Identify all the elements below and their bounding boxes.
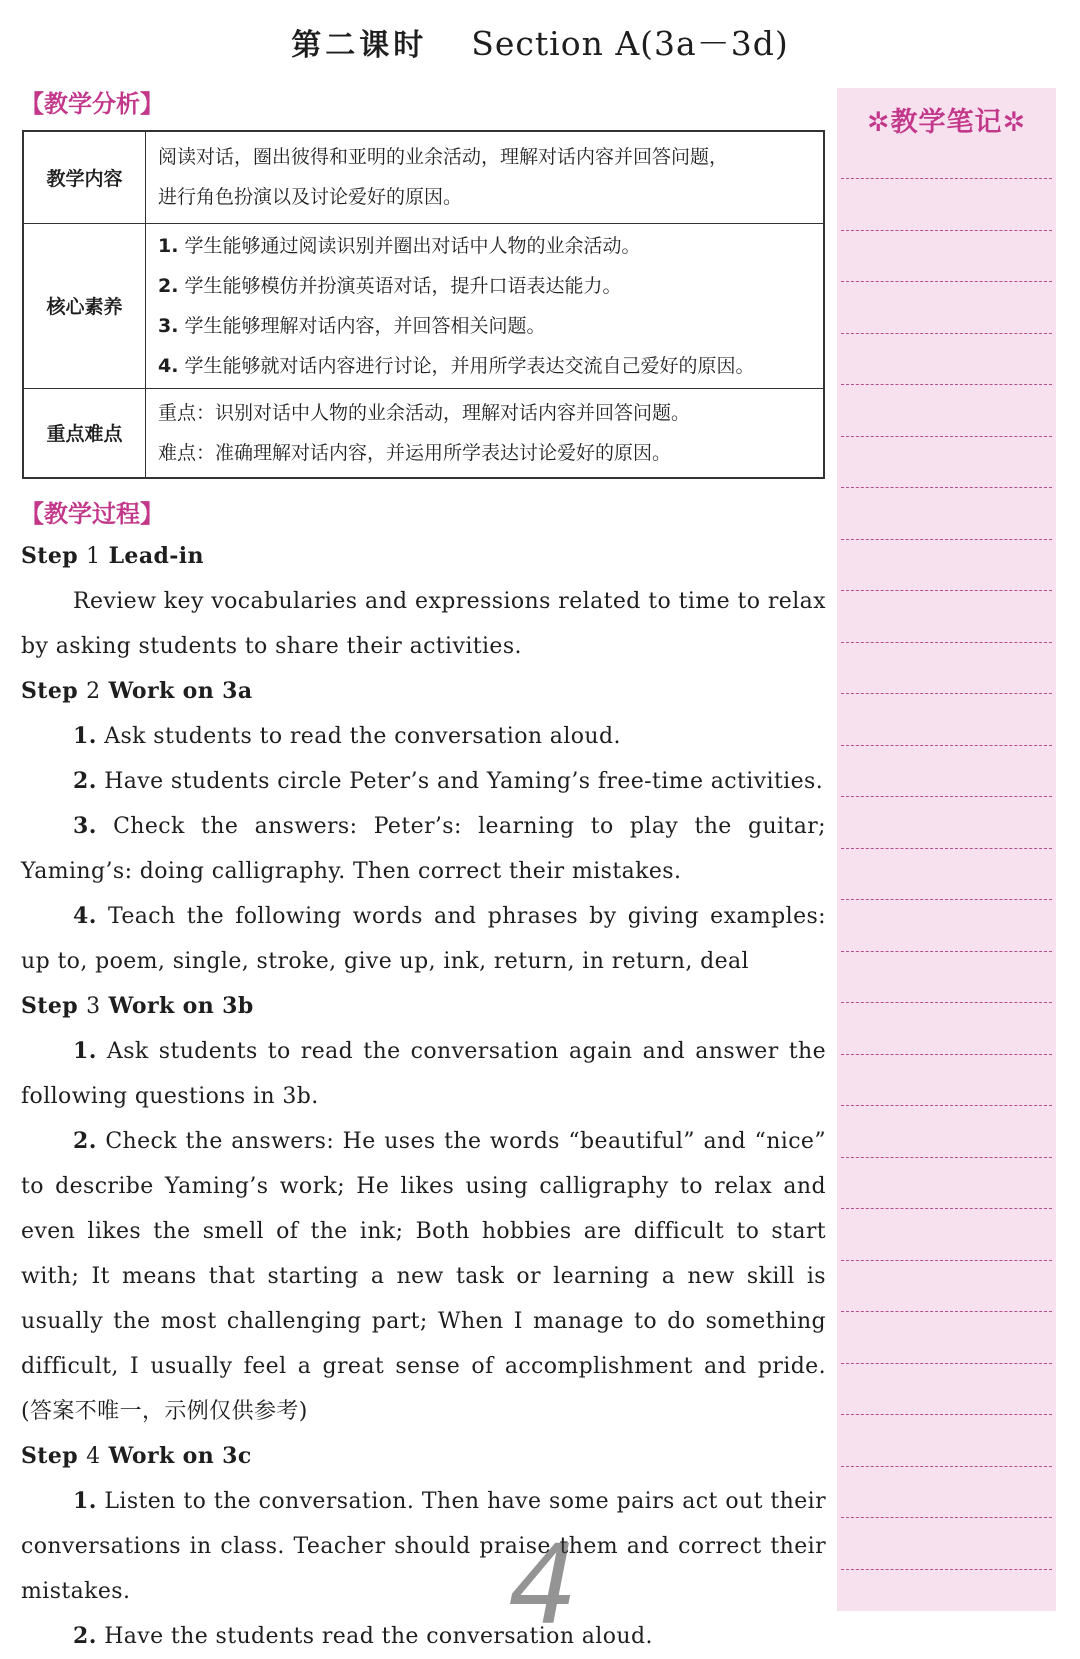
item-text: Listen to the conversation. Then have some pairs act out their conversations in class. Teacher should praise them and correct their mistakes. [21, 1489, 826, 1604]
step-label: Step [21, 1443, 79, 1469]
note-line [841, 899, 1052, 900]
item-text: 学生能够通过阅读识别并圈出对话中人物的业余活动。 [184, 234, 641, 257]
item-text: Check the answers: He uses the words “beautiful” and “nice” to describe Yaming’s work; He likes using calligraphy to relax and even likes the smell of the ink; Both hobbies are difficult to start with; It means that starting a new task or learning a new skill is usually the most challenging part; When I manage to do something difficult, I usually feel a great sense of accomplishment and pride. (答案不唯一，示例仅供参考) [21, 1129, 826, 1424]
step-label: Step [21, 993, 79, 1019]
note-line [841, 693, 1052, 694]
row-content [146, 131, 825, 223]
item-text: 学生能够模仿并扮演英语对话，提升口语表达能力。 [184, 274, 622, 297]
table-row [23, 131, 824, 223]
list-item [21, 1119, 826, 1434]
item-number: 2. [73, 1128, 97, 1154]
note-line [841, 1466, 1052, 1467]
table-row [23, 388, 824, 478]
item-number: 2. [73, 1623, 97, 1649]
list-item [158, 226, 813, 266]
item-number: 3. [158, 314, 179, 337]
list-item [21, 1479, 826, 1614]
note-line [841, 1054, 1052, 1055]
content-line: 进行角色扮演以及讨论爱好的原因。 [158, 186, 463, 209]
note-line [841, 1260, 1052, 1261]
step-label: Step [21, 543, 79, 569]
page-number: 4 [508, 1521, 578, 1649]
row-label: 核心素养 [23, 223, 146, 388]
note-line [841, 1157, 1052, 1158]
step-paragraph: Review key vocabularies and expressions related to time to relax by asking students to share their activities. [21, 589, 826, 659]
note-line [841, 178, 1052, 179]
note-line [841, 1569, 1052, 1570]
item-text: Have the students read the conversation aloud. [104, 1624, 653, 1649]
item-number: 1. [73, 723, 97, 749]
list-item [158, 266, 813, 306]
note-line [841, 1208, 1052, 1209]
step-label: Step [21, 678, 79, 704]
item-text: 学生能够就对话内容进行讨论，并用所学表达交流自己爱好的原因。 [184, 354, 755, 377]
process-heading: 【教学过程】 [20, 500, 164, 528]
section-title: Section A(3a－3d) [471, 24, 789, 63]
note-line [841, 384, 1052, 385]
note-line [841, 848, 1052, 849]
note-line [841, 281, 1052, 282]
note-line [841, 1311, 1052, 1312]
notes-panel [837, 88, 1056, 1611]
note-line [841, 745, 1052, 746]
row-label: 重点难点 [23, 388, 146, 478]
analysis-table [22, 130, 825, 479]
content-line: 重点：识别对话中人物的业余活动，理解对话内容并回答问题。 [158, 401, 691, 424]
item-number: 2. [73, 768, 97, 794]
note-line [841, 487, 1052, 488]
list-item [21, 894, 826, 984]
item-number: 1. [73, 1038, 97, 1064]
step-title: Work on 3b [108, 993, 254, 1019]
step-heading [21, 1434, 826, 1479]
step-number: 3 [86, 994, 101, 1019]
list-item [158, 346, 813, 386]
item-text: Ask students to read the conversation again and answer the following questions in 3b. [21, 1039, 826, 1109]
item-text: Ask students to read the conversation aloud. [104, 724, 621, 749]
page-title [0, 18, 1080, 65]
step-number: 4 [86, 1444, 101, 1469]
item-text: Have students circle Peter’s and Yaming’s free-time activities. [104, 769, 824, 794]
step-number: 2 [86, 679, 101, 704]
row-content [146, 388, 825, 478]
item-text: 学生能够理解对话内容，并回答相关问题。 [184, 314, 546, 337]
list-item [21, 714, 826, 759]
step-heading [21, 534, 826, 579]
item-number: 2. [158, 274, 179, 297]
content-line: 阅读对话，圈出彼得和亚明的业余活动，理解对话内容并回答问题， [158, 146, 729, 169]
list-item [21, 759, 826, 804]
step-heading [21, 669, 826, 714]
list-item [21, 1614, 826, 1659]
notes-title: ✲教学笔记✲ [866, 107, 1027, 138]
item-number: 1. [158, 234, 179, 257]
analysis-heading: 【教学分析】 [20, 90, 164, 118]
note-line [841, 796, 1052, 797]
note-line [841, 436, 1052, 437]
lesson-number: 第二课时 [291, 28, 428, 63]
item-text: Teach the following words and phrases by giving examples: up to, poem, single, stroke, give up, ink, return, in return, deal [21, 904, 826, 974]
note-line [841, 539, 1052, 540]
content-line: 难点：准确理解对话内容，并运用所学表达讨论爱好的原因。 [158, 441, 672, 464]
list-item [21, 1029, 826, 1119]
list-item [21, 804, 826, 894]
note-line [841, 1517, 1052, 1518]
list-item [158, 306, 813, 346]
step-heading [21, 984, 826, 1029]
table-row [23, 223, 824, 388]
row-label: 教学内容 [23, 131, 146, 223]
step-number: 1 [86, 544, 101, 569]
note-line [841, 642, 1052, 643]
step-title: Work on 3c [108, 1443, 252, 1469]
note-line [841, 1105, 1052, 1106]
note-line [841, 1414, 1052, 1415]
note-line [841, 1002, 1052, 1003]
note-line [841, 230, 1052, 231]
step-title: Work on 3a [108, 678, 253, 704]
row-content [146, 223, 825, 388]
note-line [841, 333, 1052, 334]
note-line [841, 951, 1052, 952]
note-line [841, 590, 1052, 591]
teaching-process [21, 534, 826, 1659]
item-number: 3. [73, 813, 97, 839]
item-text: Check the answers: Peter’s: learning to play the guitar; Yaming’s: doing calligraphy. Then correct their mistakes. [21, 814, 826, 884]
item-number: 4. [73, 903, 97, 929]
item-number: 4. [158, 354, 179, 377]
step-title: Lead-in [108, 543, 204, 569]
note-line [841, 1363, 1052, 1364]
item-number: 1. [73, 1488, 97, 1514]
